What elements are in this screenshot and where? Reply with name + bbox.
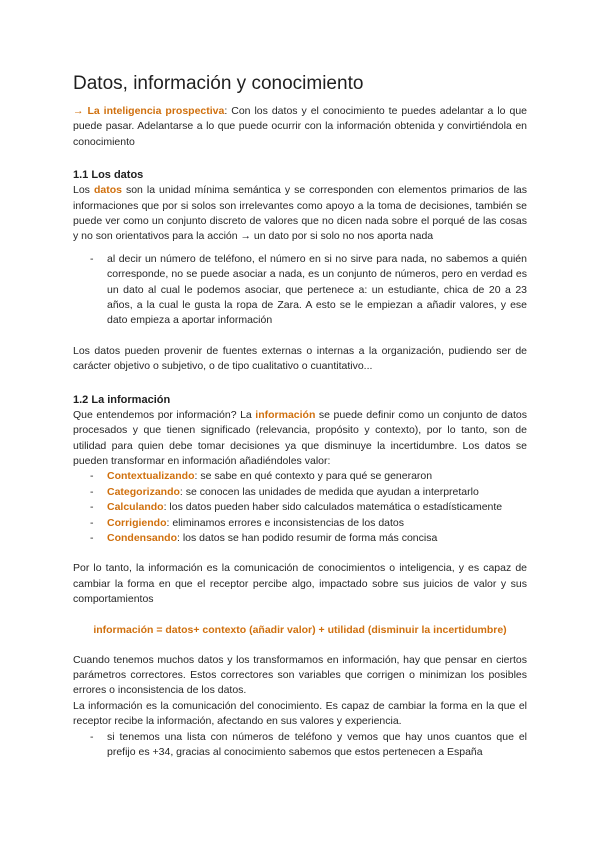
item-term: Categorizando — [107, 485, 180, 498]
item-text: : se sabe en qué contexto y para qué se generaron — [194, 470, 433, 483]
datos-definition — [73, 183, 527, 245]
information-formula: información = datos+ contexto (añadir valor) + utilidad (disminuir la incertidumbre) — [93, 623, 507, 636]
communication-paragraph: La información es la comunicación del conocimiento. Es capaz de cambiar la forma en la que el receptor recibe la información, afectando en sus valores y experiencia. — [73, 699, 527, 728]
informacion-example-list — [73, 730, 527, 761]
datos-sources-paragraph: Los datos pueden provenir de fuentes externas o internas a la organización, pudiendo ser de carácter objetivo o subjetivo, o de tipo cualitativo o cuantitativo... — [73, 344, 527, 373]
list-item — [73, 500, 527, 515]
intro-text: : Con los datos y el conocimiento te puedes adelantar a lo que puede pasar. Adelantarse a lo que puede ocurrir con la información obtenida y convirtiéndola en conocimiento — [73, 105, 528, 148]
section-heading-informacion: 1.2 La información — [73, 393, 171, 406]
info-def-pre: Que entendemos por información? La — [73, 408, 256, 421]
document-content — [73, 72, 527, 760]
intro-paragraph — [73, 104, 527, 150]
intro-highlight: → La inteligencia prospectiva — [73, 105, 225, 117]
list-item — [73, 469, 527, 484]
list-item: - al decir un número de teléfono, el número en si no sirve para nada, no sabemos a quién corresponde, no se puede asociar a nada, es un conjunto de números, pero en verdad es un dato al cual le podemos asociar, que pertenece a: un estudiante, chica de 20 a 23 años, a la cual le gusta la ropa de Zara. A esto se le empiezan a añadir valores, y ese dato empieza a aportar información — [73, 252, 527, 329]
list-item — [73, 485, 527, 500]
item-text: : se conocen las unidades de medida que ayudan a interpretarlo — [179, 485, 479, 498]
list-item — [73, 516, 527, 531]
info-def-post: se puede definir como un conjunto de datos procesados y que tienen significado (relevancia, propósito y contexto), por lo tanto, son de utilidad para quien debe tomar decisiones ya que disminuye la incertidumbre. Los datos se pueden transformar en información añadiéndoles valor: — [73, 408, 527, 467]
page-title: Datos, información y conocimiento — [73, 73, 364, 94]
informacion-definition — [73, 408, 527, 470]
term-informacion: información — [255, 408, 316, 421]
section-heading-datos: 1.1 Los datos — [73, 169, 144, 182]
item-text: : los datos pueden haber sido calculados matemática o estadísticamente — [163, 501, 503, 514]
item-text: : los datos se han podido resumir de forma más concisa — [177, 531, 438, 544]
value-methods-list — [73, 469, 527, 546]
item-term: Condensando — [107, 531, 177, 544]
list-item — [73, 531, 527, 546]
correctors-paragraph: Cuando tenemos muchos datos y los transformamos en información, hay que pensar en ciertos parámetros correctores. Estos correctores son variables que corrigen o minimizan los posibles errores o inconsistencia de los datos. — [73, 653, 527, 697]
term-datos: datos — [93, 184, 122, 197]
datos-def-post: son la unidad mínima semántica y se corresponden con elementos primarios de las informaciones que por si solos son irrelevantes como apoyo a la toma de decisiones, también se puede ver como un conjunto discreto de valores que no dicen nada sobre el porqué de las cosas y no son orientativos para la acción → un dato por si solo no nos aporta nada — [73, 184, 527, 243]
item-term: Calculando — [107, 501, 164, 514]
datos-def-pre: Los — [73, 184, 94, 197]
item-term: Corrigiendo — [107, 516, 167, 529]
item-term: Contextualizando — [107, 470, 195, 483]
datos-example-list — [73, 252, 527, 329]
item-text: : eliminamos errores e inconsistencias de los datos — [166, 516, 405, 529]
informacion-summary-paragraph: Por lo tanto, la información es la comunicación de conocimientos o inteligencia, y es capaz de cambiar la forma en que el receptor percibe algo, impactado sobre sus juicios de valor y sus comportamientos — [73, 562, 527, 606]
list-item: - si tenemos una lista con números de teléfono y vemos que hay unos cuantos que el prefijo es +34, gracias al conocimiento sabemos que estos pertenecen a España — [73, 730, 527, 761]
